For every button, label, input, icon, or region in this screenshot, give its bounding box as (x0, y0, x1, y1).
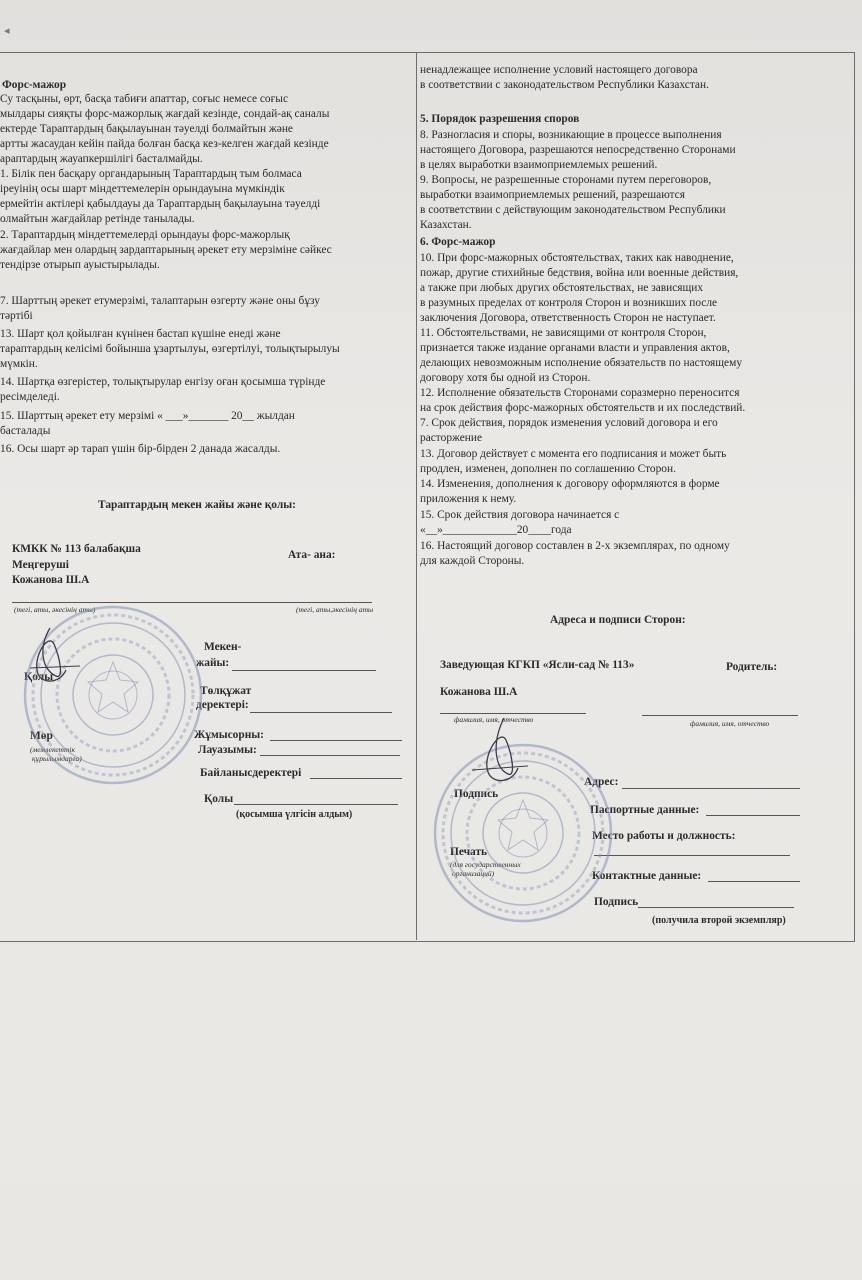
left-paragraph-line: мылдары сияқты форс-мажорлық жағдай кезінде, сондай-ақ саналы (0, 108, 330, 120)
right-section6-line: 16. Настоящий договор составлен в 2-х экземплярах, по одному (420, 540, 730, 552)
left-clause-line: тәртібі (0, 310, 33, 322)
left-paragraph-line: іреуінің осы шарт міндеттемелерін орындауына мүмкіндік (0, 183, 285, 195)
right-section6-line: расторжение (420, 432, 483, 444)
right-addresses-title: Адреса и подписи Сторон: (550, 614, 686, 626)
left-stamp-note: құрылымдарға) (32, 754, 82, 763)
right-section6-title: 6. Форс-мажор (420, 236, 496, 248)
left-address-line (232, 670, 376, 671)
left-position-label: Лауазымы: (198, 744, 257, 756)
right-section6-line: 10. При форс-мажорных обстоятельствах, таких как наводнение, (420, 252, 734, 264)
left-contacts-line (310, 778, 402, 779)
right-stamp-label: Печать (450, 846, 488, 858)
right-signature-icon (458, 710, 538, 800)
right-section6-line: делающих невозможным исполнение обязательств по настоящему (420, 357, 743, 369)
left-clause-line: 7. Шарттың әрекет етумерзімі, талаптарын өзгерту және оны бұзу (0, 295, 321, 307)
right-section6-line: 15. Срок действия договора начинается с (420, 509, 620, 521)
right-address-label: Адрес: (584, 776, 619, 788)
right-section6-line: пожар, другие стихийные бедствия, война или военные действия, (420, 267, 739, 279)
left-clause-line: мүмкін. (0, 358, 38, 370)
left-parent-sign-line (234, 804, 398, 805)
right-org-label: Заведующая КГКП «Ясли-сад № 113» (440, 659, 635, 671)
left-name-caption: (тегі, аты, әкесінің аты) (14, 605, 96, 614)
right-section5-line: в целях выработки взаимоприемлемых решений. (420, 159, 658, 171)
right-section6-line: признается также издание органами власти и управления актов, (420, 342, 730, 354)
right-section6-line: 14. Изменения, дополнения к договору оформляются в форме (420, 478, 720, 490)
right-intro-line: ненадлежащее исполнение условий настоящего договора (420, 64, 698, 76)
left-clause-line: 16. Осы шарт әр тарап үшін бір-бірден 2 данада жасалды. (0, 443, 281, 455)
left-signature-icon (20, 618, 90, 698)
left-paragraph-line: араптардың жауапкершілігі басталмайды. (0, 153, 203, 165)
left-paragraph-line: Су тасқыны, өрт, басқа табиғи апаттар, соғыс немесе соғыс (0, 93, 289, 105)
left-address-label: Мекен- (204, 641, 242, 653)
left-address-label2: жайы: (196, 657, 230, 669)
right-section5-line: Казахстан. (420, 219, 472, 231)
left-org-name: КМКК № 113 балабақша (12, 543, 141, 555)
right-stamp-note: организаций) (452, 869, 495, 878)
right-section6-line: 12. Исполнение обязательств Сторонами соразмерно переносится (420, 387, 740, 399)
right-parent-label: Родитель: (726, 661, 778, 673)
right-address-line (622, 788, 800, 789)
left-paragraph-line: тендірзе отырып ауыстырылады. (0, 259, 160, 271)
right-name-caption: фамилия, имя, отчество (454, 715, 534, 724)
column-divider (416, 52, 417, 940)
left-paragraph-line: 2. Тараптардың міндеттемелерді орындауы форс-мажорлық (0, 229, 290, 241)
right-section6-line: а также при любых других обстоятельствах, не зависящих (420, 282, 704, 294)
left-clause-line: 13. Шарт қол қойылған күнінен бастап күшіне енеді және (0, 328, 281, 340)
right-work-label: Место работы и должность: (592, 830, 736, 842)
right-signature-label: Подпись (454, 788, 499, 800)
right-section6-line: продлен, изменен, дополнен по соглашению Сторон. (420, 463, 676, 475)
left-clause-line: 14. Шартқа өзгерістер, толықтырулар енгізу оған қосымша түрінде (0, 376, 326, 388)
left-org-head: Кожанова Ш.А (12, 574, 90, 586)
right-section6-line: 11. Обстоятельствами, не зависящими от контроля Сторон, (420, 327, 707, 339)
right-passport-label: Паспортные данные: (590, 804, 700, 816)
right-parent-caption: фамилия, имя, отчество (690, 719, 770, 728)
right-section6-line: 13. Договор действует с момента его подписания и может быть (420, 448, 727, 460)
right-contacts-label: Контактные данные: (592, 870, 702, 882)
left-paragraph-line: 1. Білік пен басқару органдарының Тараптардың тым болмаса (0, 168, 302, 180)
right-section6-line: приложения к нему. (420, 493, 517, 505)
left-position-line (260, 755, 400, 756)
right-passport-line (706, 815, 800, 816)
right-section6-line: заключения Договора, ответственность Сторон не наступает. (420, 312, 716, 324)
right-contacts-line (708, 881, 800, 882)
corner-mark: ◂ (4, 25, 10, 37)
left-clause-line: ресімделеді. (0, 391, 60, 403)
left-addresses-title: Тараптардың мекен жайы және қолы: (98, 499, 296, 511)
left-work-line (270, 740, 402, 741)
left-stamp-note: (мемлекеттік (30, 745, 75, 754)
left-parent-sign-label: Қолы (204, 793, 234, 805)
left-clause-line: 15. Шарттың әрекет ету мерзімі « ___»_______ 20__ жылдан (0, 410, 295, 422)
left-paragraph-line: ермейтін актілері қабылдауы да Тараптардың бақылауына тәуелді (0, 198, 321, 210)
right-section6-line: договору хотя бы одной из Сторон. (420, 372, 591, 384)
right-intro-line: в соответствии с законодательством Республики Казахстан. (420, 79, 709, 91)
right-section5-line: настоящего Договора, разрешаются непосредственно Сторонами (420, 144, 736, 156)
left-paragraph-line: олмайтын жағдайлар ретінде танылады. (0, 213, 195, 225)
right-section5-line: выработки взаимоприемлемых решений, разрешаются (420, 189, 685, 201)
right-head-name: Кожанова Ш.А (440, 686, 518, 698)
left-paragraph-line: артты жасаудан кейін пайда болған басқа кез-келген жағдай кезінде (0, 138, 329, 150)
left-parent-caption: (тегі, аты,әкесінің аты (296, 605, 374, 614)
left-passport-label2: деректері: (196, 699, 249, 711)
right-section6-line: 7. Срок действия, порядок изменения условий договора и его (420, 417, 718, 429)
right-section5-line: 9. Вопросы, не разрешенные сторонами путем переговоров, (420, 174, 712, 186)
right-section5-line: в соответствии с действующим законодательством Республики (420, 204, 726, 216)
left-parent-label: Ата- ана: (288, 549, 336, 561)
left-heading: Форс-мажор (2, 79, 67, 91)
left-paragraph-line: жағдайлар мен олардың зардаптарының әрекет ету мерзіміне сәйкес (0, 244, 332, 256)
right-work-line (594, 855, 790, 856)
right-parent-sign-line (638, 907, 794, 908)
left-contacts-label: Байланысдеректері (200, 767, 302, 779)
right-section6-line: для каждой Стороны. (420, 555, 525, 567)
left-clause-line: басталады (0, 425, 51, 437)
left-signature-label: Қолы (24, 671, 54, 683)
right-section6-line: на срок действия форс-мажорных обстоятельств и их последствий. (420, 402, 746, 414)
left-org-role: Меңгеруші (12, 559, 69, 571)
left-work-label: Жұмысорны: (194, 729, 264, 741)
left-passport-line (250, 712, 392, 713)
right-copy-note: (получила второй экземпляр) (652, 915, 786, 926)
right-section6-line: «__»_____________20____года (420, 524, 572, 536)
left-stamp-label: Мөр (30, 730, 53, 742)
right-section5-line: 8. Разногласия и споры, возникающие в процессе выполнения (420, 129, 722, 141)
right-section5-title: 5. Порядок разрешения споров (420, 113, 580, 125)
right-stamp-note: (для государственных (450, 860, 521, 869)
right-section6-line: в разумных пределах от контроля Сторон и возникших после (420, 297, 718, 309)
left-passport-label: Төлқұжат (200, 685, 252, 697)
left-paragraph-line: ектерде Тараптардың бақылауынан тәуелді болмайтын және (0, 123, 293, 135)
right-parent-sign-label: Подпись (594, 896, 639, 908)
right-parent-name-line (642, 715, 798, 716)
left-clause-line: тараптардың келісімі бойынша ұзартылуы, өзгертілуі, толықтырылуы (0, 343, 340, 355)
left-copy-note: (қосымша үлгісін алдым) (236, 809, 353, 820)
